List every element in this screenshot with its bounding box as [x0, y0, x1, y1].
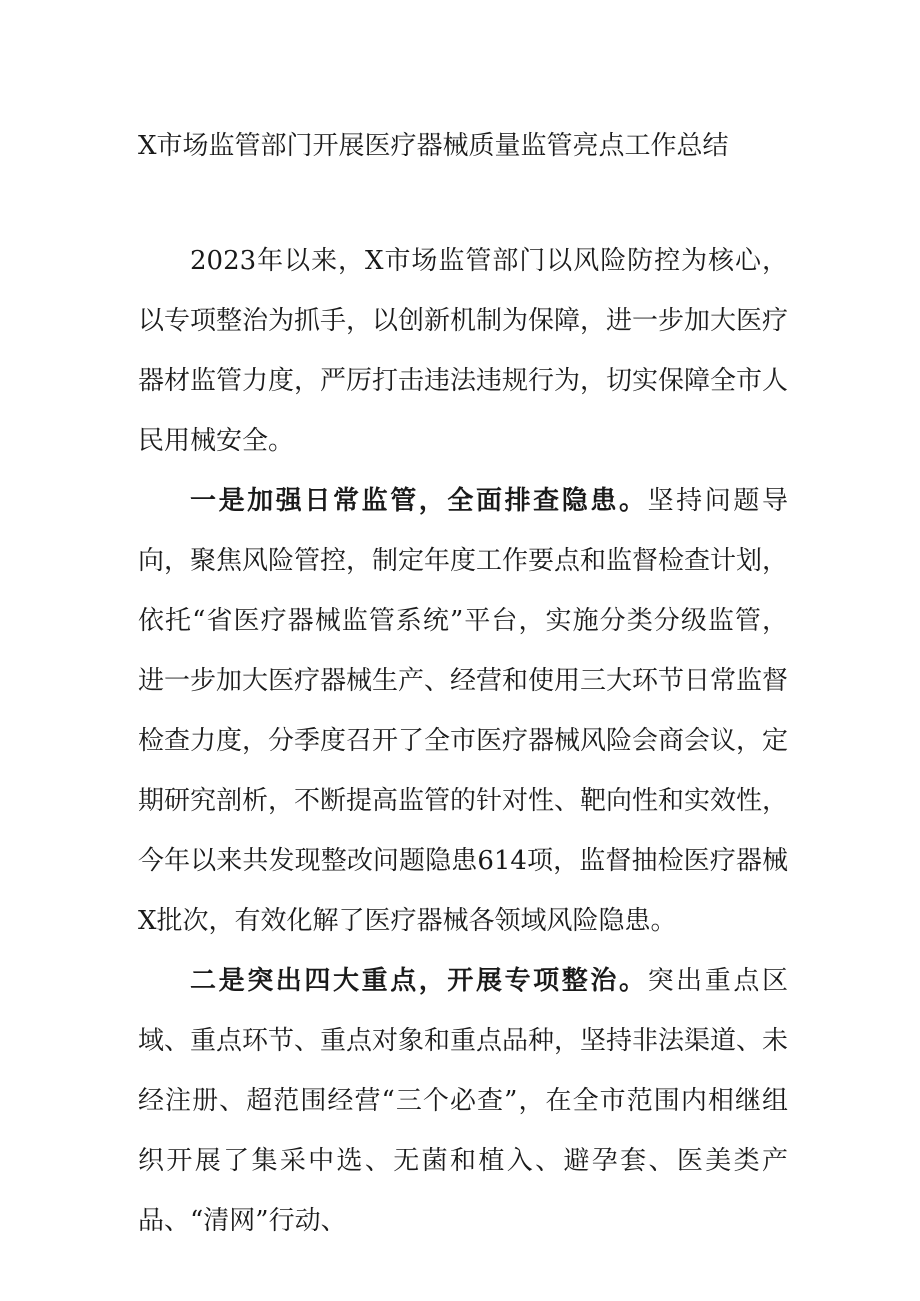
paragraph-intro — [138, 231, 788, 471]
paragraph-special-rectification-text: 突出重点区域、重点环节、重点对象和重点品种，坚持非法渠道、未经注册、超范围经营“三个必查”，在全市范围内相继组织开展了集采中选、无菌和植入、避孕套、医美类产品、“清网”行动、 — [138, 966, 789, 1236]
paragraph-daily-supervision — [138, 471, 788, 951]
paragraph-daily-supervision-text: 坚持问题导向，聚焦风险管控，制定年度工作要点和监督检查计划，依托“省医疗器械监管系统”平台，实施分类分级监管，进一步加大医疗器械生产、经营和使用三大环节日常监督检查力度，分季度召开了全市医疗器械风险会商会议，定期研究剖析，不断提高监管的针对性、靶向性和实效性，今年以来共发现整改问题隐患614项，监督抽检医疗器械X批次，有效化解了医疗器械各领域风险隐患。 — [138, 486, 789, 936]
document-title: X市场监管部门开展医疗器械质量监管亮点工作总结 — [138, 131, 729, 161]
paragraph-special-rectification — [138, 951, 788, 1251]
paragraph-intro-text: 2023年以来，X市场监管部门以风险防控为核心，以专项整治为抓手，以创新机制为保障，进一步加大医疗器材监管力度，严厉打击违法违规行为，切实保障全市人民用械安全。 — [138, 246, 789, 456]
paragraph-daily-supervision-lead: 一是加强日常监管，全面排查隐患。 — [190, 486, 648, 516]
paragraph-special-rectification-lead: 二是突出四大重点，开展专项整治。 — [190, 966, 648, 996]
